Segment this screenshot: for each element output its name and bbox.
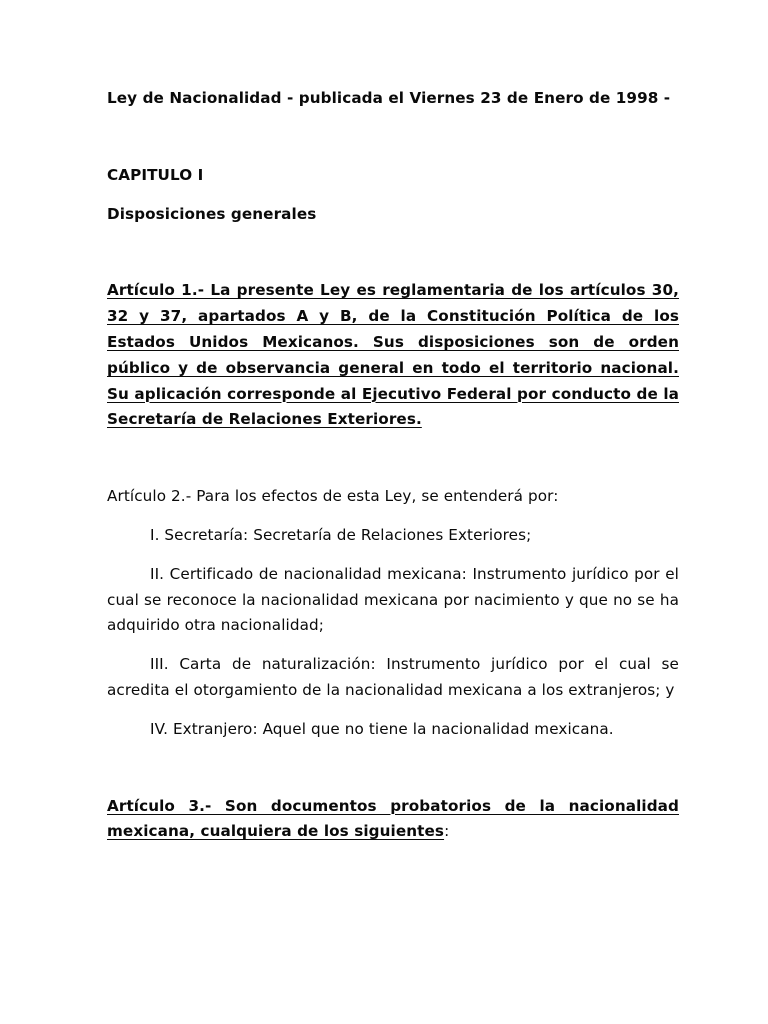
articulo-2-fraccion-iv: IV. Extranjero: Aquel que no tiene la nacionalidad mexicana. (150, 719, 614, 738)
spacer-after-title (107, 112, 679, 163)
spacer-before-fraccion-i (107, 510, 679, 523)
chapter-subtitle-heading: Disposiciones generales (107, 204, 317, 223)
articulo-2-fraccion-i: I. Secretaría: Secretaría de Relaciones Exteriores; (150, 525, 532, 544)
articulo-3-underlined-text: Artículo 3.- Son documentos probatorios de la nacionalidad mexicana, cualquiera de los siguientes (107, 796, 679, 841)
spacer-before-articulo-2 (107, 433, 679, 484)
articulo-2-fraccion-iii: III. Carta de naturalización: Instrumento jurídico por el cual se acredita el otorgamiento de la nacionalidad mexicana a los extranjeros; y (107, 655, 679, 699)
articulo-1-paragraph (107, 278, 679, 433)
articulo-2-fraccion-ii: II. Certificado de nacionalidad mexicana: Instrumento jurídico por el cual se reconoce la nacionalidad mexicana por nacimiento y que no se ha adquirido otra nacionalidad; (107, 564, 679, 635)
articulo-3-paragraph (107, 794, 679, 846)
spacer-before-fraccion-ii (107, 549, 679, 562)
articulo-1-underlined-text: Artículo 1.- La presente Ley es reglamentaria de los artículos 30, 32 y 37, apartados A y B, de la Constitución Política de los Estados Unidos Mexicanos. Sus disposiciones son de orden público y de observancia general en todo el territorio nacional. Su aplicación corresponde al Ejecutivo Federal por conducto de la Secretaría de Relaciones Exteriores. (107, 281, 679, 429)
articulo-3-tail-text: : (444, 822, 450, 841)
spacer-before-articulo-3 (107, 743, 679, 794)
spacer-chapter (107, 189, 679, 202)
articulo-2-intro-paragraph: Artículo 2.- Para los efectos de esta Ley, se entenderá por: (107, 487, 559, 506)
chapter-number-heading: CAPITULO I (107, 165, 204, 184)
spacer-before-articulo-1 (107, 227, 679, 278)
spacer-before-fraccion-iv (107, 704, 679, 717)
document-body (107, 86, 679, 845)
spacer-before-fraccion-iii (107, 639, 679, 652)
document-title: Ley de Nacionalidad - publicada el Viernes 23 de Enero de 1998 - (107, 89, 671, 107)
